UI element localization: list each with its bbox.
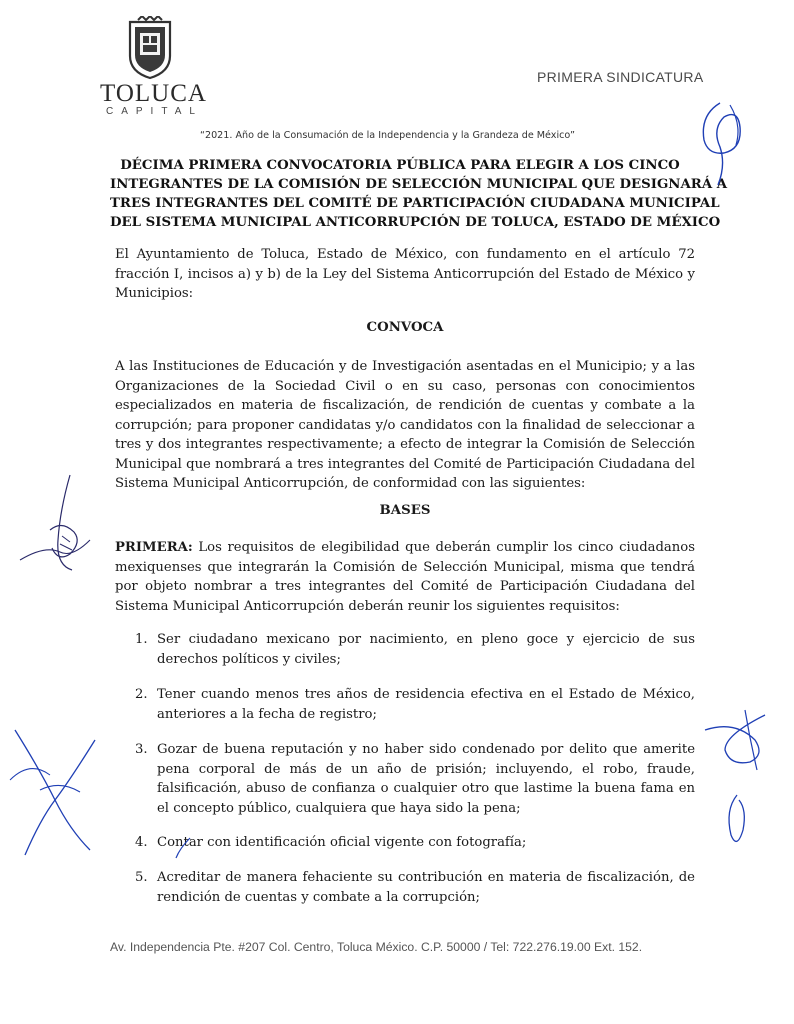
- signature-left-margin: [0, 470, 110, 590]
- paragraph-line: Organizaciones de la Sociedad Civil o en su caso, personas con conocimientos: [115, 378, 695, 394]
- primera-label: PRIMERA:: [115, 540, 193, 555]
- intro-paragraph: [115, 245, 695, 304]
- signature-bottom-left: [0, 720, 110, 860]
- paragraph-line: Sistema Municipal Anticorrupción, de conformidad con las siguientes:: [115, 476, 586, 491]
- title-line: DEL SISTEMA MUNICIPAL ANTICORRUPCIÓN DE TOLUCA, ESTADO DE MÉXICO: [110, 215, 721, 230]
- paragraph-line: El Ayuntamiento de Toluca, Estado de México, con fundamento en el artículo 72: [115, 247, 695, 262]
- title-line: TRES INTEGRANTES DEL COMITÉ DE PARTICIPACIÓN CIUDADANA MUNICIPAL: [110, 196, 720, 211]
- title-line: DÉCIMA PRIMERA CONVOCATORIA PÚBLICA PARA ELEGIR A LOS CINCO: [120, 158, 680, 173]
- pen-mark: [168, 832, 198, 862]
- document-title: [110, 156, 728, 232]
- list-item-line: Gozar de buena reputación y no haber sido condenado por delito que amerite: [157, 742, 695, 757]
- paragraph-line: Sistema Municipal Anticorrupción deberán reunir los siguientes requisitos:: [115, 598, 620, 614]
- year-motto: “2021. Año de la Consumación de la Independencia y la Grandeza de México”: [200, 130, 575, 141]
- coat-of-arms-icon: [122, 16, 178, 80]
- list-item-line: Acreditar de manera fehaciente su contribución en materia de fiscalización, de: [157, 870, 695, 885]
- list-item-line: rendición de cuentas y combate a la corrupción;: [157, 889, 480, 905]
- footer-address: Av. Independencia Pte. #207 Col. Centro, Toluca México. C.P. 50000 / Tel: 722.276.19.00 Ext. 152.: [110, 940, 643, 954]
- list-number: 2.: [135, 687, 148, 702]
- list-number: 3.: [135, 742, 148, 757]
- signature-initial-top-right: [690, 95, 760, 190]
- paragraph-line: A las Instituciones de Educación y de Investigación asentadas en el Municipio; y a las: [115, 359, 695, 374]
- logo-wordmark: TOLUCA: [100, 80, 207, 107]
- paragraph-line: especializados en materia de fiscalización, de rendición de cuentas y combate a la: [115, 398, 695, 413]
- title-line: INTEGRANTES DE LA COMISIÓN DE SELECCIÓN MUNICIPAL QUE DESIGNARÁ A: [110, 177, 728, 192]
- list-item-line: falsificación, abuso de confianza o cualquier otro que lastime la buena fama en: [157, 781, 695, 796]
- paragraph-line: fracción I, incisos a) y b) de la Ley del Sistema Anticorrupción del Estado de México y: [115, 266, 695, 282]
- paragraph-line: mexiquenses que integrarán la Comisión de Selección Municipal, misma que tendrá: [115, 559, 695, 575]
- list-item-line: derechos políticos y civiles;: [157, 651, 341, 667]
- logo-subtitle: CAPITAL: [106, 106, 203, 117]
- list-item-line: Contar con identificación oficial vigente con fotografía;: [157, 835, 527, 850]
- list-item-line: Tener cuando menos tres años de residencia efectiva en el Estado de México,: [157, 687, 695, 702]
- paragraph-line: por objeto nombrar a tres integrantes del Comité de Participación Ciudadana del: [115, 579, 695, 594]
- list-item-line: pena corporal de más de un año de prisión; incluyendo, el robo, fraude,: [157, 761, 695, 777]
- list-number: 5.: [135, 870, 148, 885]
- bases-heading: BASES: [379, 503, 431, 518]
- convoca-paragraph: [115, 357, 695, 494]
- office-name: PRIMERA SINDICATURA: [537, 69, 704, 85]
- paragraph-line: corrupción; para proponer candidatas y/o candidatos con la finalidad de seleccionar a: [115, 417, 695, 433]
- list-item-line: anteriores a la fecha de registro;: [157, 706, 377, 722]
- toluca-logo: [100, 16, 207, 118]
- paragraph-line: Municipal que nombrará a tres integrantes del Comité de Participación Ciudadana del: [115, 456, 695, 472]
- list-number: 1.: [135, 632, 148, 647]
- primera-paragraph: [115, 538, 695, 616]
- signature-right-margin: [695, 700, 780, 870]
- paragraph-line: Municipios:: [115, 286, 194, 301]
- convoca-heading: CONVOCA: [366, 320, 444, 335]
- primera-text: Los requisitos de elegibilidad que deberán cumplir los cinco ciudadanos: [192, 540, 695, 555]
- list-item-line: Ser ciudadano mexicano por nacimiento, en pleno goce y ejercicio de sus: [157, 632, 695, 647]
- paragraph-line: [115, 538, 695, 558]
- list-item-line: el concepto público, cualquiera que haya sido la pena;: [157, 800, 521, 816]
- paragraph-line: tres y dos integrantes respectivamente; a efecto de integrar la Comisión de Selección: [115, 437, 695, 452]
- list-number: 4.: [135, 835, 148, 850]
